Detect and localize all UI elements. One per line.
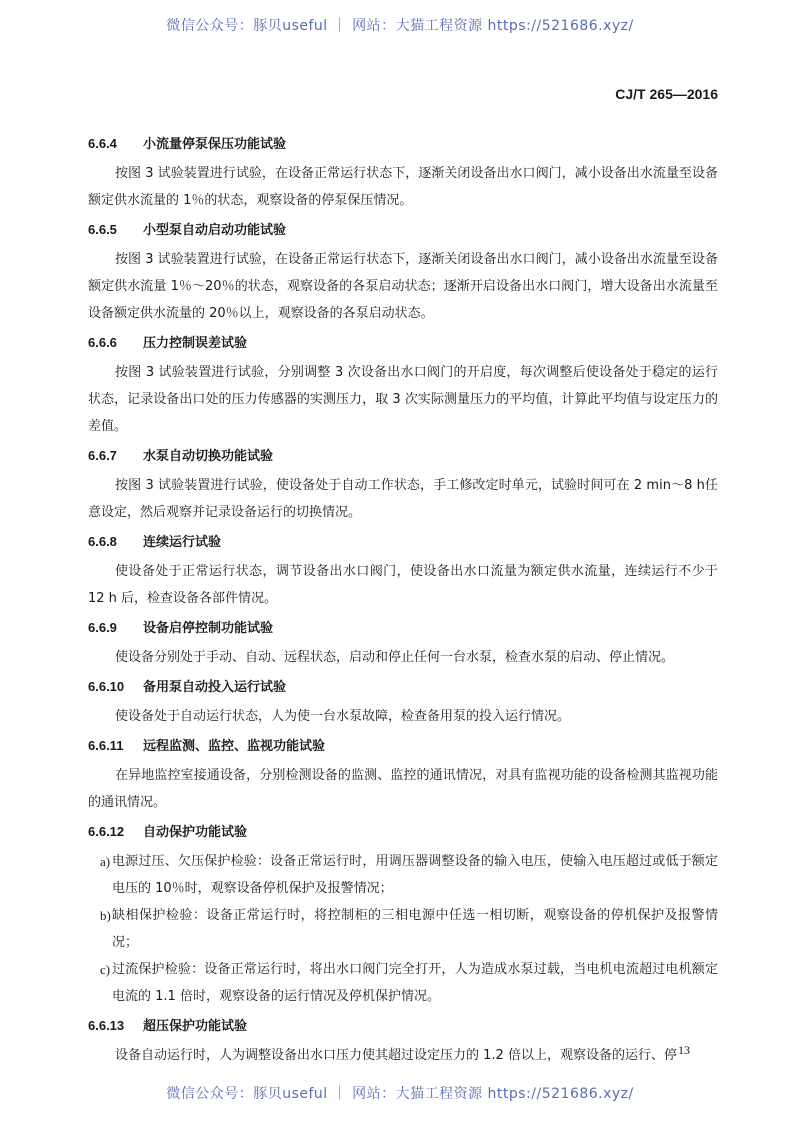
section-title: 小流量停泵保压功能试验 (143, 137, 287, 152)
section-heading (88, 1016, 718, 1036)
section-heading (88, 618, 718, 638)
section-title: 超压保护功能试验 (143, 1019, 248, 1034)
list-item (76, 848, 718, 902)
section-title: 连续运行试验 (143, 535, 222, 550)
list-item-text: 电源过压、欠压保护检验：设备正常运行时，用调压器调整设备的输入电压，使输入电压超过或低于额定电压的 10％时，观察设备停机保护及报警情况； (112, 854, 718, 896)
section-6-6-12 (88, 822, 718, 1010)
section-6-6-4 (88, 134, 718, 214)
section-number: 6.6.7 (88, 448, 117, 463)
section-heading (88, 134, 718, 154)
list (76, 848, 718, 1010)
list-item (76, 902, 718, 956)
section-number: 6.6.8 (88, 534, 117, 549)
paragraph: 使设备分别处于手动、自动、远程状态，启动和停止任何一台水泵，检查水泵的启动、停止情况。 (115, 650, 675, 665)
section-title: 压力控制误差试验 (143, 336, 248, 351)
section-heading (88, 822, 718, 842)
list-item-text: 过流保护检验：设备正常运行时，将出水口阀门完全打开，人为造成水泵过载，当电机电流超过电机额定电流的 1.1 倍时，观察设备的运行情况及停机保护情况。 (112, 962, 718, 1004)
section-heading (88, 333, 718, 353)
section-title: 远程监测、监控、监视功能试验 (143, 739, 326, 754)
section-6-6-6 (88, 333, 718, 440)
section-6-6-11 (88, 736, 718, 816)
section-6-6-7 (88, 446, 718, 526)
watermark-bottom: 微信公众号：豚贝useful ｜ 网站：大猫工程资源 https://521686.xyz/ (166, 1086, 634, 1102)
paragraph: 在异地监控室接通设备，分别检测设备的监测、监控的通讯情况，对具有监视功能的设备检测其监视功能的通讯情况。 (88, 768, 718, 810)
section-heading (88, 532, 718, 552)
section-6-6-8 (88, 532, 718, 612)
document-body (88, 128, 718, 1073)
paragraph: 设备自动运行时，人为调整设备出水口压力使其超过设定压力的 1.2 倍以上，观察设备的运行、停 (115, 1048, 677, 1063)
section-heading (88, 446, 718, 466)
section-number: 6.6.5 (88, 222, 117, 237)
paragraph: 按图 3 试验装置进行试验，分别调整 3 次设备出水口阀门的开启度，每次调整后使设备处于稳定的运行状态，记录设备出口处的压力传感器的实测压力，取 3 次实际测量压力的平均值，计算此平均值与设定压力的差值。 (88, 365, 718, 434)
standard-code: CJ/T 265—2016 (615, 86, 718, 102)
section-number: 6.6.11 (88, 738, 124, 753)
section-title: 备用泵自动投入运行试验 (143, 680, 287, 695)
section-number: 6.6.9 (88, 620, 117, 635)
section-6-6-9 (88, 618, 718, 671)
section-title: 自动保护功能试验 (143, 825, 248, 840)
section-number: 6.6.12 (88, 824, 125, 839)
paragraph: 按图 3 试验装置进行试验，使设备处于自动工作状态，手工修改定时单元，试验时间可在 2 min～8 h任意设定，然后观察并记录设备运行的切换情况。 (88, 478, 718, 520)
section-6-6-5 (88, 220, 718, 327)
section-title: 小型泵自动启动功能试验 (143, 223, 287, 238)
paragraph: 使设备处于自动运行状态，人为使一台水泵故障，检查备用泵的投入运行情况。 (115, 709, 571, 724)
section-title: 水泵自动切换功能试验 (143, 449, 274, 464)
list-item-label: b) (100, 908, 111, 923)
section-number: 6.6.10 (88, 679, 125, 694)
list-item-label: c) (100, 962, 111, 977)
paragraph: 按图 3 试验装置进行试验，在设备正常运行状态下，逐渐关闭设备出水口阀门，减小设备出水流量至设备额定供水流量 1％～20％的状态，观察设备的各泵启动状态；逐渐开启设备出水口阀门，增大设备出水流量至设备额定供水流量的 20％以上，观察设备的各泵启动状态。 (88, 252, 718, 321)
section-6-6-13 (88, 1016, 718, 1069)
section-heading (88, 677, 718, 697)
paragraph: 使设备处于正常运行状态，调节设备出水口阀门，使设备出水口流量为额定供水流量，连续运行不少于 12 h 后，检查设备各部件情况。 (88, 564, 718, 606)
section-number: 6.6.13 (88, 1018, 125, 1033)
list-item-text: 缺相保护检验：设备正常运行时，将控制柜的三相电源中任选一相切断，观察设备的停机保护及报警情况； (112, 908, 718, 950)
paragraph: 按图 3 试验装置进行试验，在设备正常运行状态下，逐渐关闭设备出水口阀门，减小设备出水流量至设备额定供水流量的 1％的状态，观察设备的停泵保压情况。 (88, 166, 718, 208)
section-title: 设备启停控制功能试验 (143, 621, 274, 636)
list-item-label: a) (100, 854, 111, 869)
watermark-top: 微信公众号：豚贝useful ｜ 网站：大猫工程资源 https://521686.xyz/ (166, 18, 634, 34)
page-number: 13 (678, 1043, 690, 1057)
list-item (76, 956, 718, 1010)
section-number: 6.6.6 (88, 335, 117, 350)
section-number: 6.6.4 (88, 136, 117, 151)
section-heading (88, 736, 718, 756)
section-heading (88, 220, 718, 240)
section-6-6-10 (88, 677, 718, 730)
